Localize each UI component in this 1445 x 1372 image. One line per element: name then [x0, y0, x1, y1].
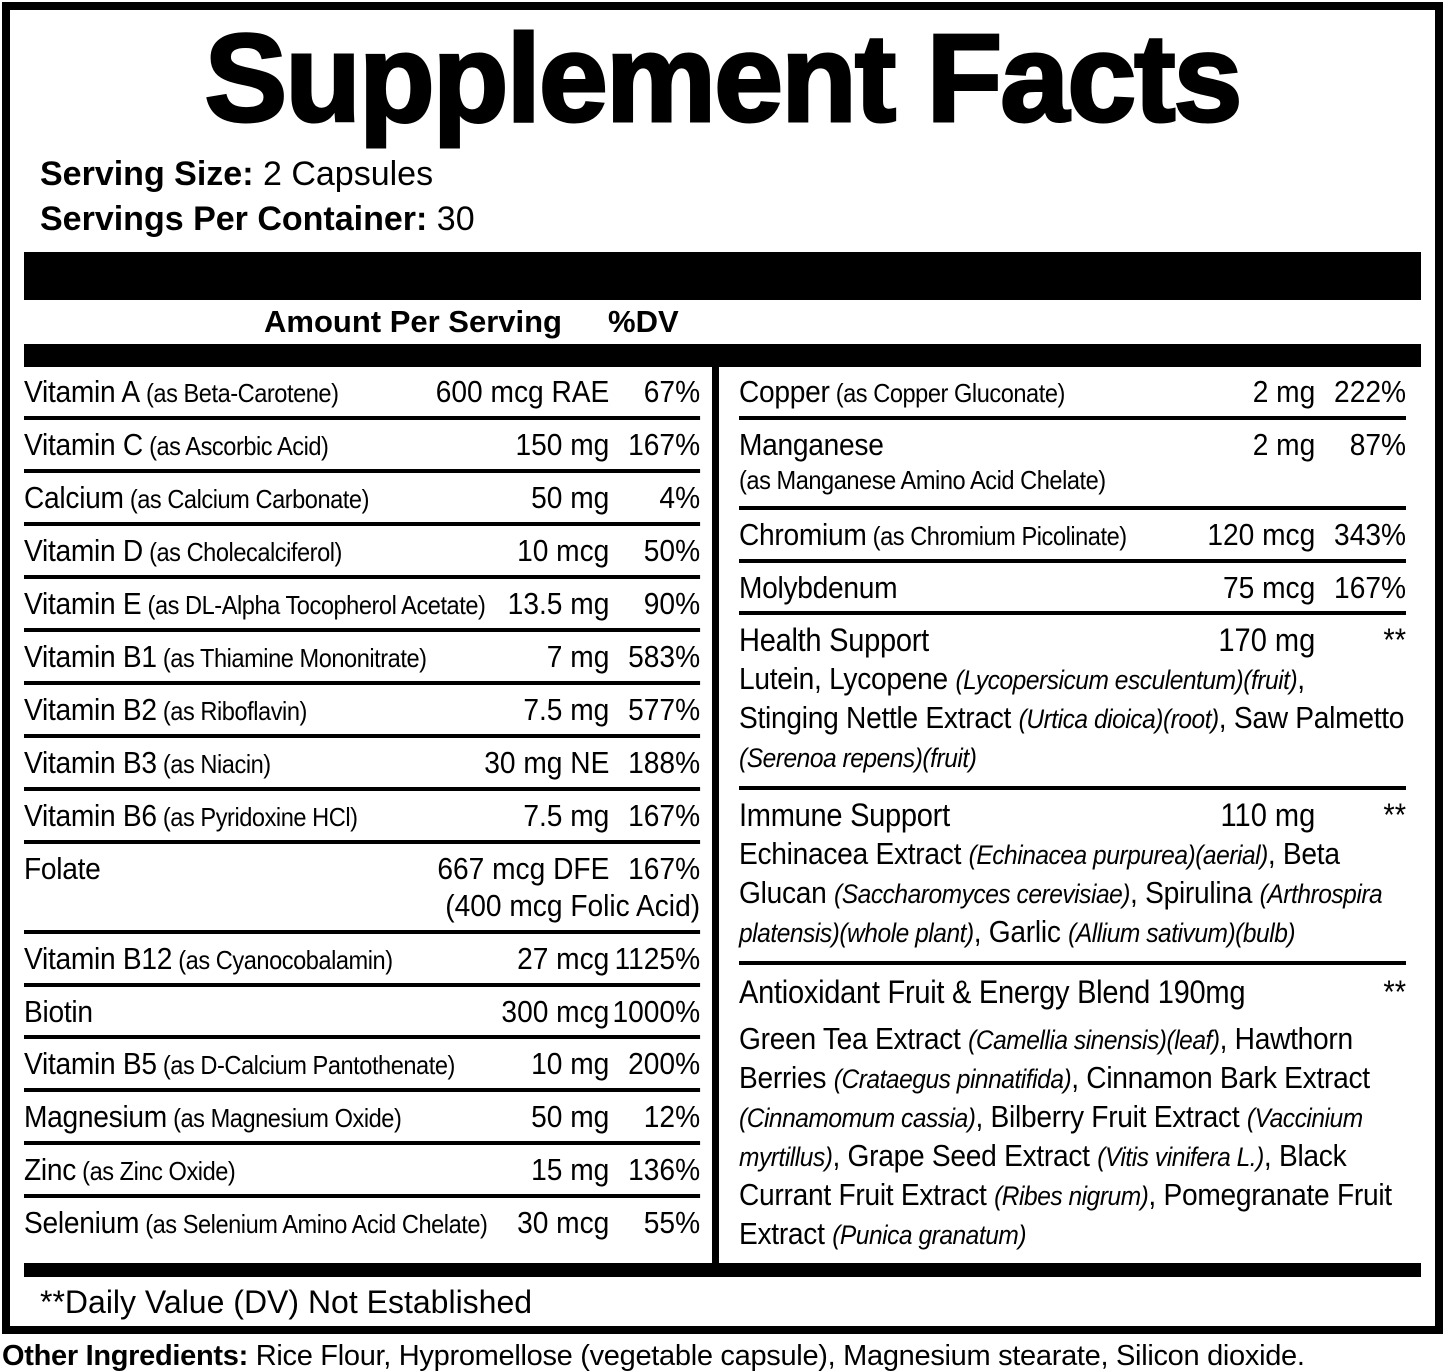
nutrient-amount: 10 mg [531, 1046, 610, 1081]
ingredient-text: , Saw Palmetto [1218, 700, 1405, 735]
serving-info [24, 144, 1421, 248]
nutrient-form: (as Cholecalciferol) [142, 537, 342, 567]
blend-name: Immune Support [739, 797, 950, 833]
nutrient-amount: 7 mg [546, 639, 610, 674]
nutrient-form: (as D-Calcium Pantothenate) [156, 1050, 455, 1080]
nutrient-dv: 87% [1349, 427, 1407, 462]
nutrient-dv: 4% [659, 480, 701, 515]
nutrient-amount: 75 mcg [1222, 570, 1316, 605]
servings-per-container-value: 30 [436, 200, 475, 238]
serving-size-value: 2 Capsules [262, 155, 434, 193]
column-divider [712, 367, 719, 1263]
nutrient-row [24, 579, 700, 632]
nutrient-name: Copper [739, 374, 830, 409]
blend-amount: 170 mg [1218, 622, 1316, 658]
nutrient-name: Vitamin D [24, 533, 143, 568]
dv-header: %DV [608, 304, 679, 339]
botanical-name: (Crataegus pinnatifida) [833, 1064, 1072, 1094]
botanical-name: (Ribes nigrum) [994, 1181, 1149, 1211]
nutrient-row [24, 1092, 700, 1145]
nutrient-row [739, 510, 1406, 563]
nutrient-dv: 188% [628, 745, 701, 780]
ingredient-text: , Cinnamon Bark Extract [1071, 1060, 1370, 1095]
nutrient-name: Vitamin B6 [24, 798, 157, 833]
botanical-name: (Cinnamomum cassia) [739, 1103, 976, 1133]
nutrient-dv: 90% [643, 586, 701, 621]
blend-section [739, 615, 1406, 790]
nutrient-name: Chromium [739, 517, 867, 552]
other-ingredients-value: Rice Flour, Hypromellose (vegetable capsule), Magnesium stearate, Silicon dioxide. [255, 1340, 1305, 1372]
nutrient-form: (as Beta-Carotene) [139, 378, 339, 408]
nutrient-form-line2: (as Manganese Amino Acid Chelate) [739, 465, 1106, 495]
nutrient-name: Vitamin B3 [24, 745, 157, 780]
supplement-facts-label [2, 2, 1443, 1334]
nutrient-dv: 577% [628, 692, 701, 727]
nutrient-dv: 50% [643, 533, 701, 568]
botanical-name: (Lycopersicum esculentum)(fruit) [955, 665, 1298, 695]
label-title: Supplement Facts [204, 10, 1241, 148]
nutrient-row [24, 420, 700, 473]
botanical-name: (Camellia sinensis)(leaf) [968, 1025, 1220, 1055]
nutrient-amount: 13.5 mg [507, 586, 610, 621]
nutrient-dv: 222% [1334, 374, 1407, 409]
blend-dv: ** [1383, 622, 1407, 658]
nutrient-row [24, 367, 700, 420]
amount-per-serving-header: Amount Per Serving [264, 304, 562, 339]
divider-bar-bottom [24, 1263, 1421, 1277]
ingredient-text: , Bilberry Fruit Extract [975, 1099, 1247, 1134]
nutrient-form: (as Niacin) [156, 749, 271, 779]
nutrient-table [24, 367, 1421, 1263]
botanical-name: (Vaccinium myrtillus) [739, 1103, 1363, 1172]
botanical-name: (Urtica dioica)(root) [1018, 704, 1219, 734]
nutrient-name: Vitamin B5 [24, 1046, 157, 1081]
nutrient-dv: 200% [628, 1046, 701, 1081]
nutrient-form: (as Calcium Carbonate) [123, 484, 369, 514]
blend-ingredients [739, 835, 1406, 952]
nutrient-row [24, 1039, 700, 1092]
nutrient-amount: 2 mg [1252, 374, 1316, 409]
botanical-name: (Vitis vinifera L.) [1097, 1142, 1264, 1172]
nutrient-row [24, 526, 700, 579]
dv-footnote: **Daily Value (DV) Not Established [40, 1284, 533, 1320]
nutrient-row [24, 632, 700, 685]
nutrient-form: (as DL-Alpha Tocopherol Acetate) [141, 590, 486, 620]
nutrient-amount: 50 mg [531, 480, 610, 515]
nutrient-name: Folate [24, 851, 101, 886]
nutrient-dv: 167% [628, 427, 701, 462]
nutrient-name: Manganese [739, 427, 884, 462]
nutrient-form: (as Magnesium Oxide) [166, 1103, 402, 1133]
ingredient-text: Lutein, Lycopene [739, 661, 956, 696]
nutrient-amount: 150 mg [515, 427, 610, 462]
left-column [24, 367, 700, 1263]
blend-section [739, 965, 1406, 1263]
nutrient-amount: 300 mcg [501, 994, 610, 1029]
ingredient-text: , Black Currant Fruit Extract [739, 1138, 1347, 1212]
nutrient-amount: 30 mcg [517, 1205, 610, 1240]
blend-amount: 110 mg [1220, 797, 1316, 833]
blend-dv: ** [1383, 974, 1407, 1010]
nutrient-amount: 27 mcg [517, 941, 610, 976]
servings-per-container-row [40, 197, 1421, 242]
serving-size-row [40, 152, 1421, 197]
nutrient-dv: 136% [628, 1152, 701, 1187]
ingredient-text: , Grape Seed Extract [832, 1138, 1098, 1173]
other-ingredients [0, 1334, 1445, 1372]
ingredient-text: , Hawthorn Berries [739, 1021, 1353, 1095]
divider-bar-top [24, 252, 1421, 300]
ingredient-text: , Pomegranate Fruit Extract [739, 1177, 1392, 1251]
nutrient-dv: 1000% [612, 994, 701, 1029]
nutrient-name: Vitamin B1 [24, 639, 157, 674]
botanical-name: (Arthrospira platensis)(whole plant) [739, 879, 1383, 948]
nutrient-row [24, 685, 700, 738]
nutrient-amount: 120 mcg [1207, 517, 1316, 552]
nutrient-form: (as Ascorbic Acid) [142, 431, 329, 461]
nutrient-row [24, 738, 700, 791]
nutrient-row [24, 1198, 700, 1247]
botanical-name: (Serenoa repens)(fruit) [739, 743, 977, 773]
nutrient-amount: 15 mg [531, 1152, 610, 1187]
botanical-name: (Echinacea purpurea)(aerial) [968, 840, 1268, 870]
nutrient-row [24, 1145, 700, 1198]
nutrient-dv: 343% [1334, 517, 1407, 552]
nutrient-amount: 600 mcg RAE [435, 374, 610, 409]
nutrient-form: (as Zinc Oxide) [76, 1156, 236, 1186]
nutrient-amount: 7.5 mg [523, 692, 610, 727]
botanical-name: (Allium sativum)(bulb) [1068, 918, 1296, 948]
nutrient-amount: 2 mg [1252, 427, 1316, 462]
nutrient-row [24, 473, 700, 526]
nutrient-form: (as Copper Gluconate) [829, 378, 1065, 408]
nutrient-form: (as Cyanocobalamin) [172, 945, 393, 975]
nutrient-row [739, 420, 1406, 510]
ingredient-text: , Spirulina [1130, 875, 1260, 910]
nutrient-row [24, 934, 700, 987]
blend-dv: ** [1383, 797, 1407, 833]
ingredient-text: Echinacea Extract [739, 836, 969, 871]
nutrient-name: Selenium [24, 1205, 140, 1240]
nutrient-row [24, 791, 700, 844]
nutrient-name: Magnesium [24, 1099, 167, 1134]
table-header [24, 300, 1421, 344]
nutrient-dv: 1125% [614, 941, 701, 976]
nutrient-name: Vitamin B2 [24, 692, 157, 727]
nutrient-name: Zinc [24, 1152, 77, 1187]
nutrient-dv: 167% [1334, 570, 1407, 605]
serving-size-label: Serving Size: [40, 155, 254, 193]
nutrient-amount: 30 mg NE [484, 745, 610, 780]
nutrient-row [739, 563, 1406, 615]
nutrient-dv: 55% [643, 1205, 701, 1240]
nutrient-amount: 7.5 mg [523, 798, 610, 833]
blend-section [739, 790, 1406, 965]
botanical-name: (Saccharomyces cerevisiae) [834, 879, 1131, 909]
ingredient-text: , Stinging Nettle Extract [739, 661, 1305, 735]
nutrient-amount-line2: (400 mcg Folic Acid) [445, 888, 701, 923]
nutrient-form: (as Pyridoxine HCl) [156, 802, 358, 832]
right-column [739, 367, 1406, 1263]
nutrient-row [24, 987, 700, 1039]
nutrient-name: Vitamin C [24, 427, 143, 462]
nutrient-name: Vitamin B12 [24, 941, 173, 976]
nutrient-dv: 167% [628, 798, 701, 833]
nutrient-form: (as Thiamine Mononitrate) [156, 643, 427, 673]
nutrient-dv: 583% [628, 639, 701, 674]
nutrient-name: Biotin [24, 994, 93, 1029]
ingredient-text: Green Tea Extract [739, 1021, 969, 1056]
servings-per-container-label: Servings Per Container: [40, 200, 428, 238]
other-ingredients-label: Other Ingredients: [2, 1340, 248, 1372]
nutrient-dv: 167% [628, 851, 701, 886]
nutrient-amount: 50 mg [531, 1099, 610, 1134]
blend-name: Health Support [739, 622, 929, 658]
nutrient-amount: 10 mcg [517, 533, 610, 568]
divider-bar-header [24, 344, 1421, 367]
nutrient-name: Molybdenum [739, 570, 898, 605]
ingredient-text: , Garlic [973, 914, 1069, 949]
nutrient-dv: 12% [643, 1099, 701, 1134]
nutrient-row [24, 844, 700, 934]
blend-name: Antioxidant Fruit & Energy Blend 190mg [739, 974, 1246, 1010]
nutrient-name: Vitamin A [24, 374, 140, 409]
nutrient-dv: 67% [643, 374, 701, 409]
nutrient-amount: 667 mcg DFE [437, 851, 610, 886]
ingredient-text: , Beta Glucan [739, 836, 1340, 910]
nutrient-name: Calcium [24, 480, 124, 515]
nutrient-row [739, 367, 1406, 420]
botanical-name: (Punica granatum) [832, 1220, 1027, 1250]
nutrient-name: Vitamin E [24, 586, 142, 621]
blend-ingredients [739, 1020, 1406, 1254]
nutrient-form: (as Riboflavin) [156, 696, 307, 726]
nutrient-form: (as Chromium Picolinate) [866, 521, 1127, 551]
blend-ingredients [739, 660, 1406, 777]
nutrient-form: (as Selenium Amino Acid Chelate) [139, 1209, 488, 1239]
